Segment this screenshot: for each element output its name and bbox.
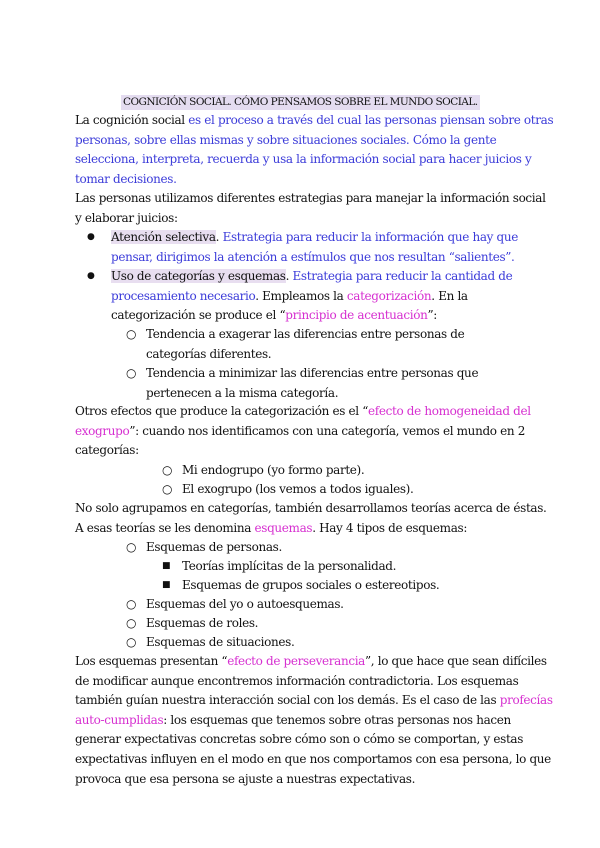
text-run: ”, lo que hace que sean difíciles de modificar aunque encontremos información contradictoria. Los esquemas también guían nuestra interacción social con los demás. Es el caso de las bbox=[75, 654, 547, 708]
schema-grupos-sociales: Esquemas de grupos sociales o estereotipos. bbox=[182, 578, 440, 592]
text-run: : los esquemas que tenemos sobre otras personas nos hacen generar expectativas concretas sobre cómo son o cómo se comportan, y estas expectativas influyen en el modo en que nos comportamos con esa persona, lo que provoca que esa persona se ajuste a nuestras expectativas. bbox=[75, 712, 551, 786]
schema-yo: Esquemas del yo o autoesquemas. bbox=[146, 597, 344, 611]
schema-situaciones: Esquemas de situaciones. bbox=[146, 635, 295, 649]
text-run: . bbox=[215, 230, 223, 244]
paragraph-intro bbox=[75, 111, 555, 189]
list-item-atencion-selectiva bbox=[111, 228, 541, 267]
text-run: ”: cuando nos identificamos con una categoría, vemos el mundo en 2 categorías: bbox=[75, 423, 525, 458]
term-profecias-autocumplidas: profecías auto-cumplidas bbox=[75, 693, 553, 727]
circle-bullet-icon: ○ bbox=[126, 616, 137, 630]
disc-bullet-icon: ● bbox=[87, 271, 95, 281]
square-bullet-icon: ■ bbox=[162, 561, 171, 571]
list-item-categorias-esquemas bbox=[111, 267, 541, 326]
circle-bullet-icon: ○ bbox=[162, 482, 173, 496]
text-run: Estrategia para reducir la información que hay que pensar, dirigimos la atención a estímulos que nos resultan “salientes”. bbox=[111, 230, 518, 264]
term-atencion-selectiva: Atención selectiva bbox=[111, 230, 216, 244]
page-title: COGNICIÓN SOCIAL. CÓMO PENSAMOS SOBRE EL MUNDO SOCIAL. bbox=[123, 96, 478, 108]
disc-bullet-icon: ● bbox=[87, 232, 95, 242]
text-run: . Empleamos la bbox=[255, 288, 347, 303]
schema-teorias-implicitas: Teorías implícitas de la personalidad. bbox=[182, 559, 397, 573]
text-run: La cognición social bbox=[75, 113, 189, 127]
square-bullet-icon: ■ bbox=[162, 580, 171, 590]
item-endogrupo: Mi endogrupo (yo formo parte). bbox=[182, 463, 365, 477]
term-homogeneidad-exogrupo: efecto de homogeneidad del exogrupo bbox=[75, 404, 531, 438]
circle-bullet-icon: ○ bbox=[126, 635, 137, 649]
circle-bullet-icon: ○ bbox=[126, 597, 137, 611]
term-categorias-esquemas: Uso de categorías y esquemas bbox=[111, 269, 286, 283]
schema-personas: Esquemas de personas. bbox=[146, 540, 282, 554]
text-run: Estrategia para reducir la cantidad de procesamiento necesario bbox=[111, 269, 513, 303]
sub-item-minimizar: Tendencia a minimizar las diferencias entre personas que pertenecen a la misma categoría. bbox=[146, 366, 479, 400]
circle-bullet-icon: ○ bbox=[126, 366, 137, 380]
term-esquemas: esquemas bbox=[254, 520, 313, 535]
text-run: . Hay 4 tipos de esquemas: bbox=[312, 520, 468, 535]
text-run: ”: bbox=[427, 308, 437, 323]
item-exogrupo: El exogrupo (los vemos a todos iguales). bbox=[182, 482, 414, 496]
text-run: . bbox=[285, 269, 293, 283]
text-run: No solo agrupamos en categorías, también desarrollamos teorías acerca de éstas. A esas teorías se les denomina bbox=[75, 501, 547, 535]
term-principio-acentuacion: principio de acentuación bbox=[285, 308, 428, 323]
circle-bullet-icon: ○ bbox=[126, 327, 137, 341]
paragraph-homogeneidad bbox=[75, 402, 555, 461]
circle-bullet-icon: ○ bbox=[126, 540, 137, 554]
paragraph-esquemas bbox=[75, 499, 555, 538]
schema-roles: Esquemas de roles. bbox=[146, 616, 259, 630]
paragraph-perseverancia bbox=[75, 652, 555, 789]
circle-bullet-icon: ○ bbox=[162, 463, 173, 477]
text-run: Los esquemas presentan “ bbox=[75, 654, 228, 668]
term-categorizacion: categorización bbox=[346, 288, 432, 303]
highlighted-definition: es el proceso a través del cual las personas piensan sobre otras personas, sobre ellas mismas y sobre situaciones sociales. Cómo la gente selecciona, interpreta, recuerda y usa la información social para hacer juicios y tomar decisiones. bbox=[75, 113, 554, 186]
text-run: Otros efectos que produce la categorización es el “ bbox=[75, 404, 368, 418]
term-efecto-perseverancia: efecto de perseverancia bbox=[227, 654, 365, 668]
sub-item-exagerar: Tendencia a exagerar las diferencias entre personas de categorías diferentes. bbox=[146, 327, 465, 361]
text-run: . En la categorización se produce el “ bbox=[111, 288, 468, 323]
paragraph-strategies: Las personas utilizamos diferentes estrategias para manejar la información social y elaborar juicios: bbox=[75, 191, 546, 225]
